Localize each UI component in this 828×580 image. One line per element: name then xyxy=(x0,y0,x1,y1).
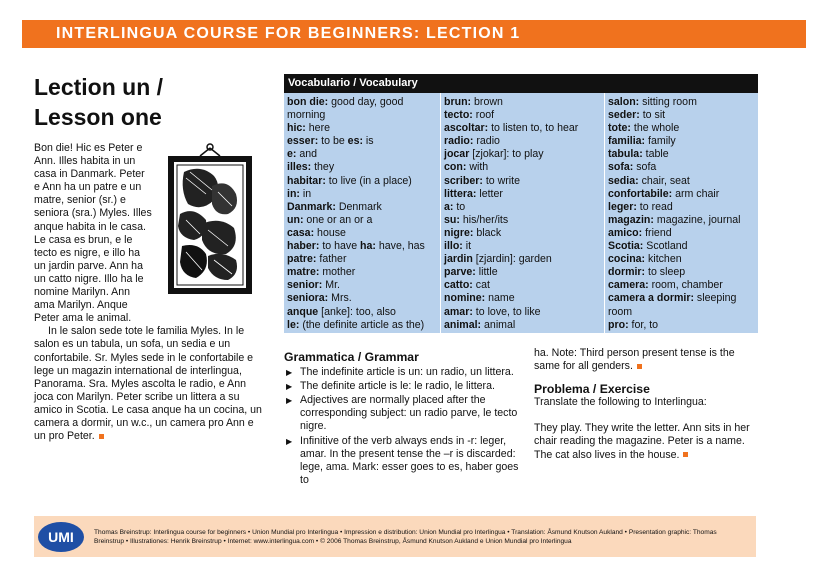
vocab-entry xyxy=(608,161,755,174)
vocab-term: un: xyxy=(287,213,304,226)
vocab-term: tecto: xyxy=(444,109,473,122)
vocab-entry xyxy=(287,201,437,214)
vocab-entry xyxy=(287,319,437,332)
vocab-definition: [zjardin]: garden xyxy=(472,253,552,266)
vocab-definition: to have xyxy=(319,240,361,253)
vocab-definition: family xyxy=(645,135,676,148)
vocab-term: radio: xyxy=(444,135,474,148)
vocab-term: seder: xyxy=(608,109,640,122)
grammar-item xyxy=(284,366,524,379)
vocab-entry xyxy=(608,188,755,201)
vocab-term: casa: xyxy=(287,226,315,239)
vocab-term: nigre: xyxy=(444,226,474,239)
vocab-definition: [anke]: too, also xyxy=(318,305,396,318)
vocab-entry xyxy=(444,201,601,214)
vocab-term: camera a dormir: xyxy=(608,292,694,305)
vocab-entry xyxy=(608,266,755,279)
vocab-entry xyxy=(608,135,755,148)
vocabulary-box xyxy=(284,74,758,333)
vocab-term: littera: xyxy=(444,187,477,200)
vocab-term: amar: xyxy=(444,305,473,318)
vocab-entry xyxy=(444,319,601,332)
orange-square-icon xyxy=(99,434,104,439)
grammar-item-text: Adjectives are normally placed after the corresponding subject: un radio parve, le tecto nigre. xyxy=(300,394,518,433)
exercise-heading: Problema / Exercise xyxy=(534,382,650,397)
vocabulary-column-2 xyxy=(440,93,604,333)
vocab-term: catto: xyxy=(444,279,473,292)
vocab-definition: friend xyxy=(642,226,672,239)
vocab-definition: father xyxy=(316,253,347,266)
lesson-title-line2: Lesson one xyxy=(34,104,162,130)
vocab-definition: magazine, journal xyxy=(653,213,741,226)
vocab-term: ha: xyxy=(360,240,376,253)
vocab-term: esser: xyxy=(287,135,319,148)
vocab-term: confortabile: xyxy=(608,187,673,200)
footer-credits xyxy=(34,516,756,557)
vocab-definition: have, has xyxy=(375,240,425,253)
vocab-entry xyxy=(287,148,437,161)
grammar-item xyxy=(284,435,524,487)
vocab-definition: good day, good morning xyxy=(287,96,404,122)
vocabulary-columns xyxy=(284,93,758,333)
vocab-definition: for, to xyxy=(628,318,659,331)
vocab-definition: (the definite article as the) xyxy=(299,318,425,331)
vocab-definition: sleeping room xyxy=(608,292,737,318)
vocab-definition: here xyxy=(305,122,330,135)
vocab-entry xyxy=(608,227,755,240)
vocab-entry xyxy=(444,227,601,240)
vocab-definition: chair, seat xyxy=(638,174,690,187)
grammar-section xyxy=(284,351,524,488)
vocab-entry xyxy=(444,175,601,188)
story-paragraph-1: Bon die! Hic es Peter e Ann. Illes habita in un casa in Danmark. Peter e Ann ha un patre e un matre, senior (sr.) e seniora (sra.) Myles. Illes anque habita in le casa. Le casa es brun, e le tecto es nigre, e illo ha un jardin parve. Ann ha un catto nigre. Illo ha le nomine Marilyn. Ann ama Marilyn. Anque Peter ama le animal. xyxy=(34,142,152,325)
footer-credits-text: Thomas Breinstrup: Interlingua course for beginners • Union Mundial pro Interlingua • Impression e distribution: Union Mundial pro Interlingua • Translation: Åsmund Knutson Aukland • Presentation graphic: Thomas Breinstrup • Illustrationes: Henrik Breinstrup • Internet: www.interlingua.com • © 2006 Thomas Breinstrup, Åsmund Knutson Aukland e Union Mundial pro Interlingua xyxy=(94,528,717,545)
vocab-definition: is xyxy=(362,135,374,148)
vocab-definition: name xyxy=(485,292,515,305)
framed-family-portrait-icon xyxy=(156,142,264,300)
vocab-entry xyxy=(287,227,437,240)
vocab-term: hic: xyxy=(287,122,306,135)
vocab-entry xyxy=(444,161,601,174)
vocab-definition: Denmark xyxy=(335,200,382,213)
vocab-entry xyxy=(608,201,755,214)
vocab-definition: Mrs. xyxy=(328,292,352,305)
vocab-entry xyxy=(287,96,437,122)
vocab-term: jardin xyxy=(444,253,473,266)
vocab-definition: his/her/its xyxy=(459,213,509,226)
vocab-definition: the whole xyxy=(630,122,680,135)
vocab-term: bon die: xyxy=(287,96,329,108)
vocab-term: animal: xyxy=(444,318,482,331)
vocab-definition: letter xyxy=(476,187,503,200)
vocab-term: scriber: xyxy=(444,174,483,187)
vocab-entry xyxy=(287,161,437,174)
vocab-entry xyxy=(608,148,755,161)
grammar-item-text: The indefinite article is un: un radio, un littera. xyxy=(300,366,514,379)
vocab-term: nomine: xyxy=(444,292,486,305)
vocab-entry xyxy=(444,214,601,227)
arrow-bullet-icon: ▶ xyxy=(286,436,293,446)
vocab-definition: to sit xyxy=(639,109,666,122)
vocab-entry xyxy=(608,96,755,109)
vocab-entry xyxy=(608,279,755,292)
vocab-definition: with xyxy=(466,161,489,174)
vocab-definition: roof xyxy=(472,109,495,122)
exercise-intro: Translate the following to Interlingua: xyxy=(534,396,707,409)
vocab-entry xyxy=(444,135,601,148)
vocab-entry xyxy=(608,214,755,227)
vocab-term: familia: xyxy=(608,135,646,148)
vocab-term: leger: xyxy=(608,200,637,213)
vocab-definition: little xyxy=(475,266,498,279)
grammar-continuation: ha. Note: Third person present tense is the same for all genders. xyxy=(534,347,735,373)
vocab-entry xyxy=(444,306,601,319)
lesson-title-line1: Lection un / xyxy=(34,74,164,100)
vocab-term: brun: xyxy=(444,96,472,108)
vocab-entry xyxy=(287,214,437,227)
grammar-item xyxy=(284,394,524,433)
vocab-term: con: xyxy=(444,161,467,174)
vocab-entry xyxy=(444,253,601,266)
vocab-term: magazin: xyxy=(608,213,654,226)
arrow-bullet-icon: ▶ xyxy=(286,382,293,392)
grammar-item-text: Infinitive of the verb always ends in -r: leger, amar. In the present tense the –r is discarded: lege, ama. Mark: esser goes to es, haber goes to xyxy=(300,434,519,486)
vocab-entry xyxy=(608,292,755,318)
vocab-term: sedia: xyxy=(608,174,639,187)
vocab-term: Scotia: xyxy=(608,240,644,253)
vocab-term: pro: xyxy=(608,318,629,331)
vocab-term: tote: xyxy=(608,122,631,135)
vocab-definition: to sleep xyxy=(645,266,686,279)
lesson-title xyxy=(34,72,264,132)
vocab-term: sofa: xyxy=(608,161,634,174)
vocab-entry xyxy=(444,240,601,253)
orange-square-icon xyxy=(683,452,688,457)
vocab-term: camera: xyxy=(608,279,649,292)
vocab-entry xyxy=(287,240,437,253)
story-text xyxy=(34,142,264,443)
vocab-entry xyxy=(608,319,755,332)
arrow-bullet-icon: ▶ xyxy=(286,368,293,378)
vocabulary-column-3 xyxy=(604,93,758,333)
vocab-term: haber: xyxy=(287,240,320,253)
vocab-term: su: xyxy=(444,213,460,226)
vocab-definition: to write xyxy=(482,174,520,187)
vocab-definition: one or an or a xyxy=(303,213,373,226)
vocab-entry xyxy=(444,266,601,279)
vocab-entry xyxy=(608,175,755,188)
vocab-term: illo: xyxy=(444,240,463,253)
vocab-entry xyxy=(444,279,601,292)
vocab-entry xyxy=(287,253,437,266)
vocab-definition: to listen to, to hear xyxy=(488,122,579,135)
arrow-bullet-icon: ▶ xyxy=(286,396,293,406)
vocab-entry xyxy=(287,175,437,188)
vocab-entry xyxy=(444,188,601,201)
vocab-term: es: xyxy=(347,135,363,148)
vocab-entry xyxy=(287,188,437,201)
vocab-term: anque xyxy=(287,305,319,318)
vocab-entry xyxy=(287,306,437,319)
vocab-definition: Scotland xyxy=(643,240,688,253)
vocab-definition: sofa xyxy=(633,161,657,174)
grammar-item xyxy=(284,380,524,393)
vocab-entry xyxy=(444,148,601,161)
orange-square-icon xyxy=(637,364,642,369)
vocab-definition: to live (in a place) xyxy=(325,174,412,187)
vocab-definition: mother xyxy=(319,266,356,279)
vocab-definition: black xyxy=(473,226,502,239)
vocab-definition: cat xyxy=(472,279,490,292)
vocab-definition: house xyxy=(314,226,346,239)
vocab-entry xyxy=(608,109,755,122)
grammar-heading: Grammatica / Grammar xyxy=(284,350,419,364)
exercise-text: They play. They write the letter. Ann sits in her chair reading the magazine. Peter is a name. The cat also lives in the house. xyxy=(534,422,750,461)
vocab-definition: to read xyxy=(636,200,673,213)
vocab-entry xyxy=(287,279,437,292)
vocab-term: amico: xyxy=(608,226,643,239)
vocab-definition: kitchen xyxy=(645,253,682,266)
vocab-term: illes: xyxy=(287,161,312,174)
vocab-term: habitar: xyxy=(287,174,326,187)
vocab-term: matre: xyxy=(287,266,320,279)
notes-section xyxy=(534,347,756,462)
vocab-term: senior: xyxy=(287,279,323,292)
vocab-definition: [zjokar]: to play xyxy=(469,148,544,161)
vocab-term: le: xyxy=(287,318,300,331)
vocab-entry xyxy=(444,96,601,109)
vocab-term: parve: xyxy=(444,266,476,279)
vocab-definition: to be xyxy=(318,135,348,148)
vocab-term: seniora: xyxy=(287,292,329,305)
vocab-definition: table xyxy=(642,148,669,161)
vocab-entry xyxy=(608,240,755,253)
vocab-definition: to xyxy=(453,200,466,213)
vocab-entry xyxy=(444,109,601,122)
vocab-term: a: xyxy=(444,200,454,213)
vocab-definition: brown xyxy=(471,96,503,108)
vocab-definition: it xyxy=(462,240,472,253)
vocab-definition: they xyxy=(311,161,335,174)
vocab-term: dormir: xyxy=(608,266,646,279)
vocab-term: cocina: xyxy=(608,253,646,266)
vocab-definition: arm chair xyxy=(672,187,720,200)
vocab-term: jocar xyxy=(444,148,470,161)
vocab-term: in: xyxy=(287,187,300,200)
vocab-entry xyxy=(287,122,437,135)
vocab-entry xyxy=(444,292,601,305)
vocab-definition: in xyxy=(299,187,312,200)
vocab-definition: and xyxy=(296,148,318,161)
grammar-item-text: The definite article is le: le radio, le littera. xyxy=(300,380,495,393)
vocab-definition: radio xyxy=(473,135,500,148)
umi-logo: UMI xyxy=(38,522,84,552)
vocab-definition: to love, to like xyxy=(472,305,541,318)
course-banner: INTERLINGUA COURSE FOR BEGINNERS: LECTION 1 xyxy=(22,20,806,48)
vocab-term: ascoltar: xyxy=(444,122,489,135)
vocab-definition: sitting room xyxy=(639,96,697,108)
grammar-list xyxy=(284,366,524,487)
vocab-definition: animal xyxy=(481,318,516,331)
vocab-term: e: xyxy=(287,148,297,161)
vocab-entry xyxy=(608,122,755,135)
story-paragraph-2: In le salon sede tote le familia Myles. In le salon es un tabula, un sofa, un sedia e un confortabile. Sr. Myles sede in le confortabile e lege un magazin international de interlingua, Panorama. Sra. Myles ascolta le radio, e Ann joca con Marilyn. Peter scribe un littera a su amico in Scotia. Le casa anque ha un cocina, un camera a dormir, un w.c., un camera pro Ann e un pro Peter. xyxy=(34,325,262,443)
vocab-term: salon: xyxy=(608,96,640,108)
vocab-term: Danmark: xyxy=(287,200,336,213)
vocab-entry xyxy=(287,135,437,148)
vocabulary-header: Vocabulario / Vocabulary xyxy=(284,74,758,93)
vocab-definition: room, chamber xyxy=(648,279,723,292)
vocab-entry xyxy=(608,253,755,266)
vocab-entry xyxy=(287,292,437,305)
vocabulary-column-1 xyxy=(284,93,440,333)
vocab-entry xyxy=(287,266,437,279)
vocab-term: patre: xyxy=(287,253,317,266)
vocab-definition: Mr. xyxy=(322,279,340,292)
vocab-term: tabula: xyxy=(608,148,643,161)
vocab-entry xyxy=(444,122,601,135)
